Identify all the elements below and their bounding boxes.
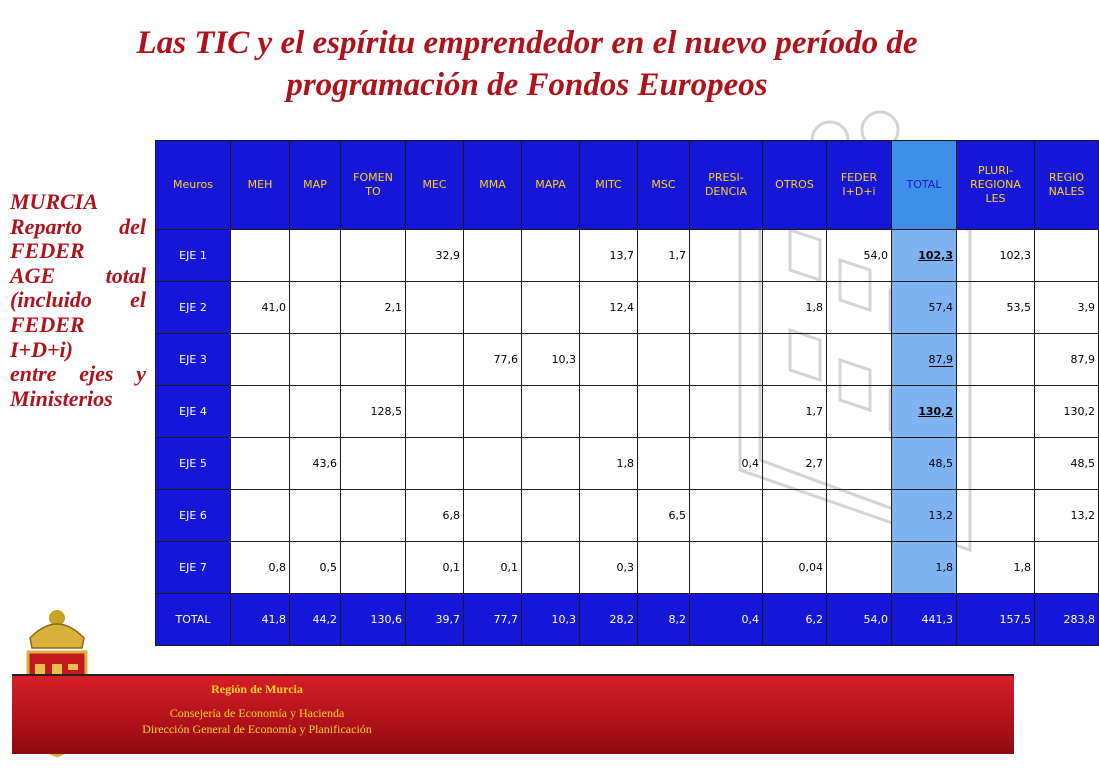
column-header <box>406 141 464 230</box>
footer-line2: Dirección General de Economía y Planificación <box>142 722 372 736</box>
table-cell <box>406 490 464 542</box>
cell-value: 283,8 <box>1063 613 1095 626</box>
table-cell <box>290 542 341 594</box>
table-cell <box>1035 490 1099 542</box>
cell-value: 8,2 <box>668 613 686 626</box>
table-cell <box>341 386 406 438</box>
column-header-text: OTROS <box>775 178 814 191</box>
table-cell <box>522 282 580 334</box>
table-cell <box>580 386 638 438</box>
column-header <box>156 141 231 230</box>
cell-value: 157,5 <box>999 613 1031 626</box>
column-header-text: MAPA <box>535 178 566 191</box>
cell-value: 13,7 <box>609 249 634 262</box>
column-header-text: PRESI- <box>708 171 744 184</box>
column-header <box>690 141 763 230</box>
column-header <box>290 141 341 230</box>
table-cell <box>290 490 341 542</box>
cell-value: 41,0 <box>261 301 286 314</box>
table-cell <box>827 594 892 646</box>
table-cell <box>1035 230 1099 282</box>
cell-value: 441,3 <box>921 613 953 626</box>
table-cell <box>763 386 827 438</box>
row-header-cell <box>156 542 231 594</box>
cell-value: 57,4 <box>928 301 953 314</box>
row-header-cell <box>156 438 231 490</box>
column-header-text: REGIO <box>1048 171 1085 184</box>
table-cell <box>1035 386 1099 438</box>
table-cell <box>690 438 763 490</box>
table-cell <box>957 542 1035 594</box>
table-cell <box>690 490 763 542</box>
table-cell <box>957 230 1035 282</box>
table-cell <box>827 334 892 386</box>
side-caption-line: FEDER <box>10 311 85 337</box>
table-cell <box>231 594 290 646</box>
side-caption-line: Reparto del <box>10 213 146 239</box>
cell-value: 48,5 <box>928 457 953 470</box>
column-header-text: MSC <box>651 178 676 191</box>
table-cell <box>690 594 763 646</box>
cell-value: 3,9 <box>1077 301 1095 314</box>
table-cell <box>763 490 827 542</box>
table-cell <box>892 230 957 282</box>
row-header-cell <box>156 334 231 386</box>
column-header <box>892 141 957 230</box>
slide-title <box>30 22 1024 106</box>
cell-value: 1,8 <box>935 561 953 574</box>
table-cell <box>638 386 690 438</box>
column-header <box>464 141 522 230</box>
table-cell <box>580 334 638 386</box>
cell-value: 39,7 <box>435 613 460 626</box>
table-cell <box>1035 594 1099 646</box>
footer-region: Región de Murcia <box>211 682 303 696</box>
table-cell <box>892 386 957 438</box>
table-cell <box>892 438 957 490</box>
table-cell <box>763 438 827 490</box>
row-header-cell <box>156 386 231 438</box>
table-row <box>156 542 1099 594</box>
column-header-text: MMA <box>479 178 506 191</box>
table-cell <box>892 334 957 386</box>
table-cell <box>638 542 690 594</box>
column-header <box>231 141 290 230</box>
cell-value: 130,2 <box>1063 405 1095 418</box>
table-cell <box>290 282 341 334</box>
table-cell <box>522 386 580 438</box>
table-cell <box>690 334 763 386</box>
table-cell <box>690 542 763 594</box>
table-cell <box>957 490 1035 542</box>
column-header <box>638 141 690 230</box>
table-cell <box>1035 542 1099 594</box>
cell-value: TOTAL <box>175 613 211 626</box>
cell-value: 1,7 <box>668 249 686 262</box>
cell-value: 6,2 <box>805 613 823 626</box>
column-header-text: Meuros <box>173 178 213 191</box>
table-cell <box>341 594 406 646</box>
cell-value: 10,3 <box>551 613 576 626</box>
cell-value: 6,5 <box>668 509 686 522</box>
table-cell <box>957 594 1035 646</box>
cell-value: 12,4 <box>609 301 634 314</box>
column-header <box>341 141 406 230</box>
table-cell <box>464 542 522 594</box>
cell-value: 32,9 <box>435 249 460 262</box>
cell-value: 128,5 <box>370 405 402 418</box>
table-cell <box>341 490 406 542</box>
slide-title-line2: programación de Fondos Europeos <box>286 67 768 103</box>
table-cell <box>464 438 522 490</box>
side-caption-line: I+D+i) <box>10 336 73 362</box>
table-cell <box>892 594 957 646</box>
table-cell <box>763 542 827 594</box>
table-row <box>156 490 1099 542</box>
table-cell <box>464 594 522 646</box>
table-row <box>156 334 1099 386</box>
row-header-cell <box>156 230 231 282</box>
cell-value: 1,7 <box>805 405 823 418</box>
cell-value: 13,2 <box>1070 509 1095 522</box>
column-header-text: PLURI- <box>977 164 1014 177</box>
table-cell <box>341 438 406 490</box>
table-cell <box>892 490 957 542</box>
table-cell <box>763 334 827 386</box>
table-cell <box>638 490 690 542</box>
table-cell <box>231 438 290 490</box>
feder-allocation-table <box>155 140 1099 646</box>
column-header <box>580 141 638 230</box>
cell-value: EJE 1 <box>179 249 207 262</box>
table-cell <box>827 386 892 438</box>
side-caption-line: FEDER <box>10 238 85 264</box>
column-header-text: REGIONA <box>970 178 1021 191</box>
column-header-text: MEH <box>247 178 273 191</box>
cell-value: 0,1 <box>442 561 460 574</box>
cell-value: 1,8 <box>805 301 823 314</box>
table-cell <box>464 490 522 542</box>
column-header-text: FEDER <box>840 171 878 184</box>
column-header-text: NALES <box>1048 185 1085 198</box>
table-cell <box>580 282 638 334</box>
side-caption-line: Ministerios <box>10 385 113 411</box>
table-cell <box>231 386 290 438</box>
side-caption-line: (incluido el <box>10 287 146 313</box>
table-cell <box>464 230 522 282</box>
table-cell <box>290 230 341 282</box>
table-cell <box>763 230 827 282</box>
table-cell <box>957 386 1035 438</box>
slide-title-line1: Las TIC y el espíritu emprendedor en el nuevo período de <box>136 25 918 61</box>
table-cell <box>580 438 638 490</box>
table-cell <box>341 334 406 386</box>
cell-value: 13,2 <box>928 509 953 522</box>
table-cell <box>406 230 464 282</box>
table-row <box>156 230 1099 282</box>
table-cell <box>580 230 638 282</box>
table-cell <box>522 438 580 490</box>
table-cell <box>290 438 341 490</box>
table-cell <box>638 282 690 334</box>
cell-value: 0,4 <box>741 613 759 626</box>
cell-value: EJE 5 <box>179 457 207 470</box>
table-cell <box>290 334 341 386</box>
cell-value: 41,8 <box>261 613 286 626</box>
column-header-text: MEC <box>422 178 447 191</box>
cell-value: 77,6 <box>493 353 518 366</box>
table-cell <box>638 230 690 282</box>
table-cell <box>290 386 341 438</box>
table-cell <box>231 542 290 594</box>
cell-value: 77,7 <box>493 613 518 626</box>
table-cell <box>580 594 638 646</box>
table-cell <box>892 542 957 594</box>
row-header-cell <box>156 282 231 334</box>
table-cell <box>522 542 580 594</box>
cell-value: 130,6 <box>370 613 402 626</box>
table-cell <box>827 542 892 594</box>
cell-value: EJE 4 <box>179 405 207 418</box>
cell-value: 130,2 <box>918 405 953 418</box>
table-cell <box>231 490 290 542</box>
table-cell <box>580 490 638 542</box>
cell-value: 2,7 <box>805 457 823 470</box>
cell-value: 0,1 <box>500 561 518 574</box>
cell-value: 1,8 <box>1013 561 1031 574</box>
table-cell <box>690 282 763 334</box>
table-cell <box>1035 282 1099 334</box>
cell-value: EJE 7 <box>179 561 207 574</box>
table-cell <box>406 594 464 646</box>
cell-value: 54,0 <box>863 613 888 626</box>
table-cell <box>690 386 763 438</box>
cell-value: 102,3 <box>999 249 1031 262</box>
cell-value: 6,8 <box>442 509 460 522</box>
side-caption-line: entre ejes y <box>10 361 146 387</box>
cell-value: 53,5 <box>1006 301 1031 314</box>
table-cell <box>957 438 1035 490</box>
table-cell <box>522 594 580 646</box>
cell-value: 0,04 <box>798 561 823 574</box>
column-header-text: TOTAL <box>906 178 942 191</box>
table-row <box>156 438 1099 490</box>
table-row <box>156 386 1099 438</box>
cell-value: 2,1 <box>384 301 402 314</box>
table-cell <box>957 282 1035 334</box>
table-cell <box>1035 438 1099 490</box>
table-header-row <box>156 141 1099 230</box>
column-header <box>522 141 580 230</box>
cell-value: 0,5 <box>319 561 337 574</box>
cell-value: 87,9 <box>1070 353 1095 366</box>
column-header-text: DENCIA <box>704 185 748 198</box>
table-cell <box>341 542 406 594</box>
cell-value: 44,2 <box>312 613 337 626</box>
table-cell <box>406 282 464 334</box>
table-cell <box>341 282 406 334</box>
row-header-cell <box>156 594 231 646</box>
cell-value: 10,3 <box>551 353 576 366</box>
cell-value: 43,6 <box>312 457 337 470</box>
table-row <box>156 282 1099 334</box>
column-header-text: LES <box>985 192 1006 205</box>
table-cell <box>231 282 290 334</box>
table-cell <box>341 230 406 282</box>
column-header <box>827 141 892 230</box>
table-cell <box>406 386 464 438</box>
table-cell <box>763 282 827 334</box>
cell-value: 0,8 <box>268 561 286 574</box>
column-header-text: I+D+i <box>842 185 876 198</box>
table-row <box>156 594 1099 646</box>
footer-line1: Consejería de Economía y Hacienda <box>169 706 345 720</box>
table-cell <box>231 230 290 282</box>
cell-value: 87,9 <box>928 352 953 366</box>
column-header-text: MITC <box>595 178 622 191</box>
table-cell <box>522 334 580 386</box>
column-header-text: FOMEN <box>353 171 393 184</box>
table-cell <box>1035 334 1099 386</box>
cell-value: 54,0 <box>863 249 888 262</box>
cell-value: 0,4 <box>741 457 759 470</box>
cell-value: 0,3 <box>616 561 634 574</box>
cell-value: 48,5 <box>1070 457 1095 470</box>
table-cell <box>231 334 290 386</box>
table-cell <box>464 334 522 386</box>
table-cell <box>827 230 892 282</box>
column-header <box>1035 141 1099 230</box>
table-cell <box>638 438 690 490</box>
row-header-cell <box>156 490 231 542</box>
table-cell <box>638 334 690 386</box>
table-cell <box>290 594 341 646</box>
table-cell <box>580 542 638 594</box>
table-cell <box>763 594 827 646</box>
column-header-text: TO <box>365 185 381 198</box>
table-cell <box>638 594 690 646</box>
table-cell <box>957 334 1035 386</box>
table-cell <box>827 282 892 334</box>
footer-banner <box>12 674 1014 754</box>
table-cell <box>892 282 957 334</box>
cell-value: 102,3 <box>918 249 953 262</box>
table-cell <box>522 230 580 282</box>
side-caption-line: MURCIA <box>10 189 99 214</box>
table-cell <box>464 386 522 438</box>
cell-value: 1,8 <box>616 457 634 470</box>
table-cell <box>522 490 580 542</box>
column-header-text: MAP <box>303 178 327 191</box>
table-cell <box>827 490 892 542</box>
table-cell <box>690 230 763 282</box>
table-cell <box>464 282 522 334</box>
cell-value: EJE 6 <box>179 509 207 522</box>
table-cell <box>406 334 464 386</box>
table-cell <box>406 438 464 490</box>
cell-value: 28,2 <box>609 613 634 626</box>
side-caption-line: AGE total <box>10 262 146 288</box>
table-cell <box>827 438 892 490</box>
column-header <box>957 141 1035 230</box>
cell-value: EJE 2 <box>179 301 207 314</box>
table-cell <box>406 542 464 594</box>
side-caption <box>10 190 146 411</box>
column-header <box>763 141 827 230</box>
cell-value: EJE 3 <box>179 353 207 366</box>
